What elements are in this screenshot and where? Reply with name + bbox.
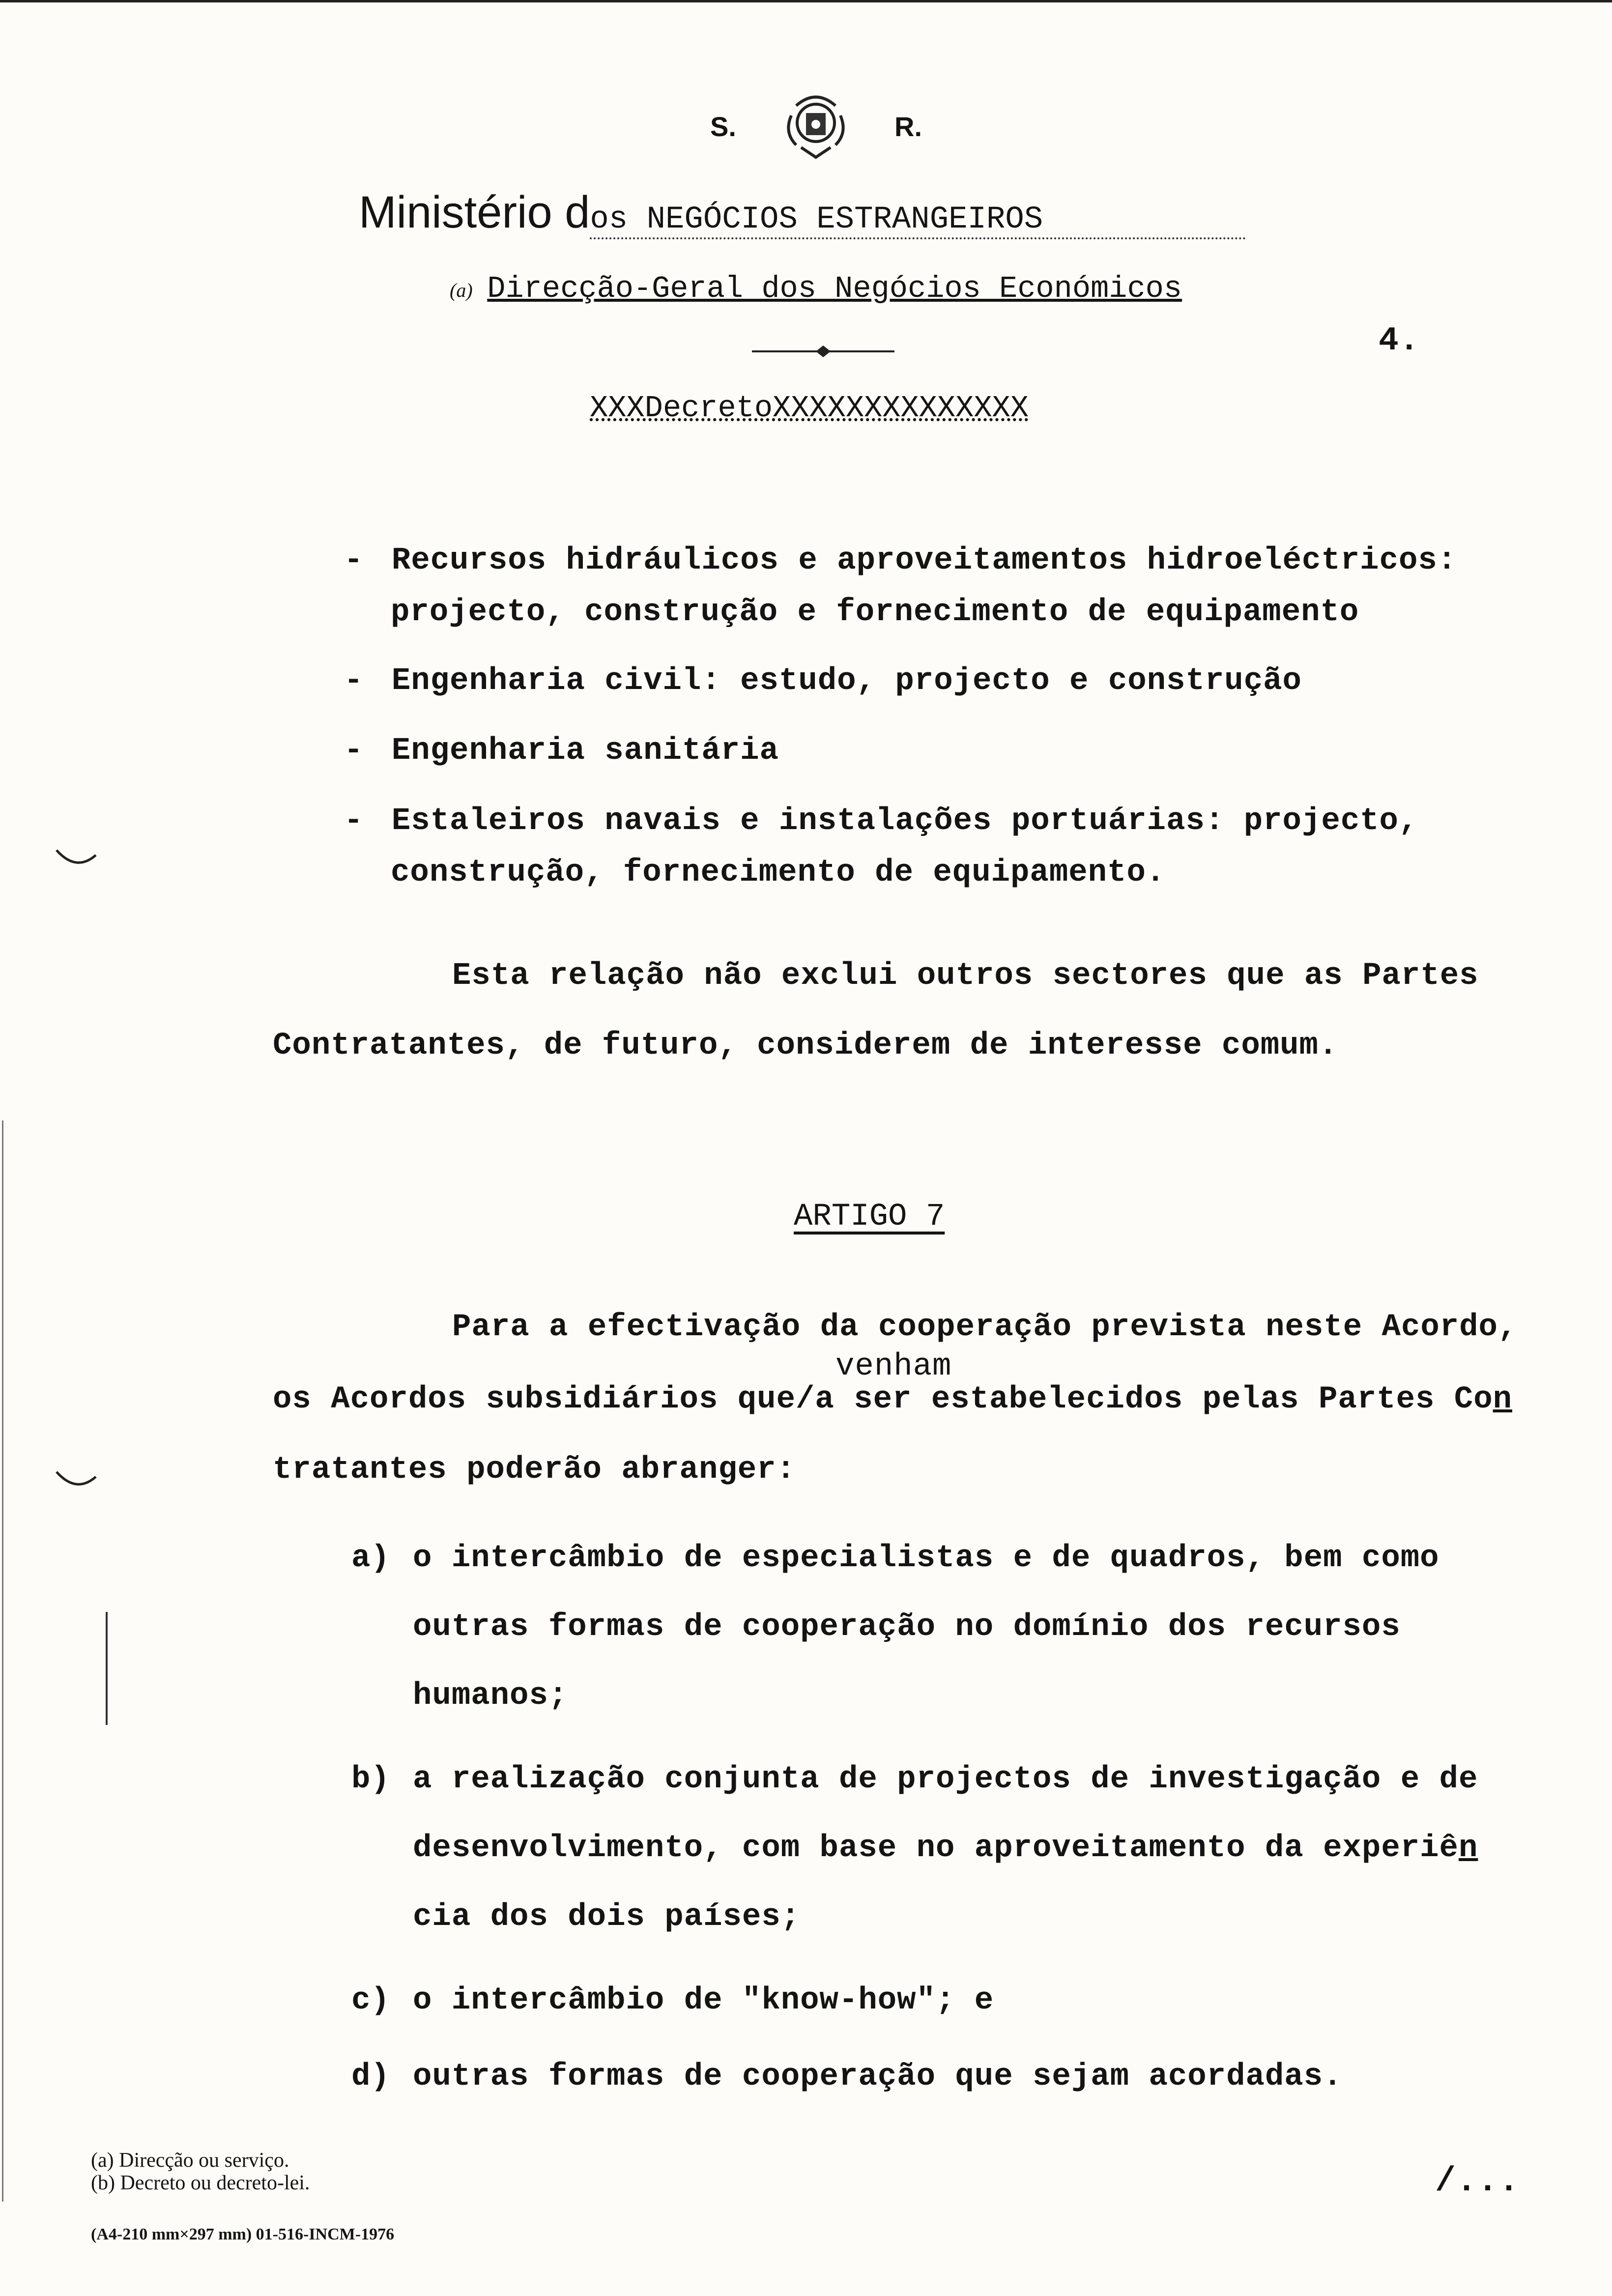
article-heading: ARTIGO 7 [794,1199,945,1234]
list-item-text: Engenharia sanitária [391,733,779,769]
directorate-field: Direcção-Geral dos Negócios Económicos [487,271,1182,306]
sub-item-line: o intercâmbio de "know-how"; e [413,1983,994,2018]
footnote-a: (a) Direcção ou serviço. [91,2149,289,2172]
sub-item-line: humanos; [413,1678,568,1714]
directorate-line [450,271,1182,306]
sub-item-label: d) [351,2059,390,2095]
ministry-line [359,187,1246,239]
sub-item-line: a realização conjunta de projectos de investigação e de [413,1762,1478,1797]
continuation-mark: /... [1435,2162,1520,2201]
sub-item-line: o intercâmbio de especialistas e de quadros, bem como [413,1541,1439,1576]
underlined-letter: n [1493,1382,1512,1417]
sub-item-line: outras formas de cooperação que sejam acordadas. [413,2059,1343,2095]
binding-mark [54,1467,98,1492]
list-item [344,543,1457,578]
struck-decree-field: XXXDecretoXXXXXXXXXXXXXX [590,391,1029,426]
margin-stroke [106,1612,108,1725]
list-item-text: Recursos hidráulicos e aproveitamentos hidroeléctricos: [391,543,1457,578]
list-item-continuation: projecto, construção e fornecimento de equipamento [391,595,1359,630]
paragraph-line: Contratantes, de futuro, considerem de interesse comum. [273,1028,1338,1063]
list-item-text: Estaleiros navais e instalações portuárias: projecto, [391,804,1418,839]
list-dash: - [344,733,364,769]
list-item [344,804,1418,839]
paragraph-line [273,1382,1512,1417]
page-edge-shadow [2,1120,3,2202]
sub-item-label: b) [351,1762,390,1797]
sub-item-line [413,1831,1478,1866]
header-letter-s: S. [710,111,736,142]
note-marker-a: (a) [450,279,473,301]
paragraph-line: tratantes poderão abranger: [273,1452,796,1488]
header-letter-r: R. [894,111,922,142]
form-reference: (A4-210 mm×297 mm) 01-516-INCM-1976 [91,2225,395,2243]
list-dash: - [344,663,364,699]
ministry-fill-field: os NEGÓCIOS ESTRANGEIROS [590,202,1246,239]
footnote-b: (b) Decreto ou decreto-lei. [91,2172,310,2194]
paragraph-line: Para a efectivação da cooperação prevista neste Acordo, [452,1310,1518,1345]
list-dash: - [344,543,364,578]
list-item [344,663,1302,699]
sub-item-line: outras formas de cooperação no domínio dos recursos [413,1609,1401,1645]
sub-item-label: c) [351,1983,390,2018]
sub-item-line: cia dos dois países; [413,1899,801,1935]
paragraph-line: Esta relação não exclui outros sectores que as Partes [452,958,1479,994]
list-item [344,733,779,769]
diamond-divider [752,344,894,359]
sub-item-label: a) [351,1541,390,1576]
list-item-continuation: construção, fornecimento de equipamento. [391,855,1166,890]
sub-item-text: desenvolvimento, com base no aproveitamento da experiê [413,1831,1459,1866]
handwritten-insertion: venham [835,1349,952,1384]
underlined-letter: n [1458,1831,1478,1866]
binding-mark [54,845,98,870]
list-dash: - [344,804,364,839]
ministry-prefix: Ministério d [359,187,590,237]
paragraph-text: os Acordos subsidiários que/a ser estabelecidos pelas Partes Co [273,1382,1493,1417]
list-item-text: Engenharia civil: estudo, projecto e construção [391,663,1302,699]
top-border-line [0,0,1612,2]
page-number: 4. [1379,322,1420,360]
coat-of-arms-icon [781,86,850,160]
